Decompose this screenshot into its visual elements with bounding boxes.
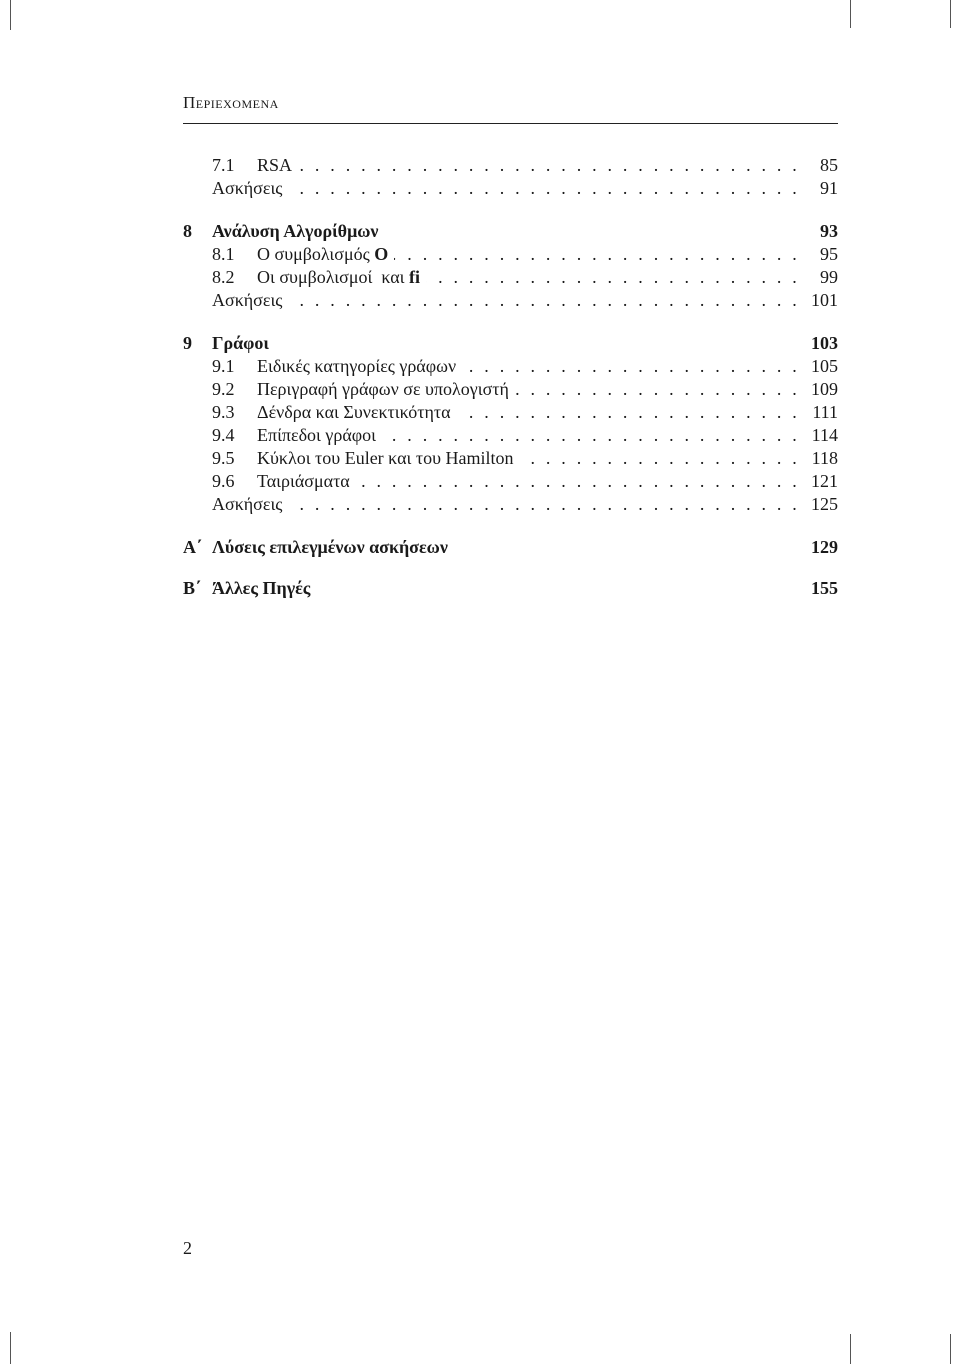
section-title: RSA (257, 155, 293, 175)
page-number: 101 (811, 290, 838, 310)
chapter-number: 8 (183, 221, 192, 241)
section-title-text: Ο συμβολισμός (257, 244, 375, 264)
section-title-symbol: fi (409, 267, 420, 287)
section-title: Ταιριάσματα (257, 471, 350, 491)
toc-entry (183, 289, 838, 312)
crop-mark (950, 1334, 951, 1364)
table-of-contents (183, 154, 838, 600)
toc-entry (183, 243, 838, 266)
toc-entry (183, 447, 838, 470)
section-number: 9.1 (212, 356, 235, 376)
page-number: 85 (820, 155, 838, 175)
dot-leader (288, 493, 800, 516)
page-number: 129 (811, 537, 838, 557)
chapter-number: 9 (183, 333, 192, 353)
section-number: 9.4 (212, 425, 235, 445)
crop-mark (950, 0, 951, 28)
section-title: Ασκήσεις (212, 290, 283, 310)
page-number: 99 (820, 267, 838, 287)
page-number: 109 (811, 379, 838, 399)
toc-chapter (183, 220, 838, 243)
toc-appendix (183, 577, 838, 600)
dot-leader (457, 401, 800, 424)
chapter-title: Γράφοι (212, 333, 269, 353)
crop-mark (10, 1332, 11, 1364)
toc-entry (183, 355, 838, 378)
dot-leader (515, 378, 800, 401)
section-title: Ειδικές κατηγορίες γράφων (257, 356, 457, 376)
dot-leader (356, 470, 800, 493)
section-number: 9.5 (212, 448, 235, 468)
toc-entry (183, 470, 838, 493)
page-number: 105 (811, 356, 838, 376)
page-number: 95 (820, 244, 838, 264)
toc-entry (183, 378, 838, 401)
toc-entry (183, 177, 838, 200)
dot-leader (394, 243, 800, 266)
page-number: 118 (811, 448, 838, 468)
appendix-title: Άλλες Πηγές (212, 578, 311, 598)
section-title: Επίπεδοι γράφοι (257, 425, 376, 445)
section-number: 9.3 (212, 402, 235, 422)
dot-leader (382, 424, 800, 447)
crop-mark (850, 1334, 851, 1364)
toc-entry (183, 424, 838, 447)
crop-mark (10, 0, 11, 30)
page-number: 121 (811, 471, 838, 491)
crop-mark (850, 0, 851, 28)
dot-leader (520, 447, 801, 470)
toc-chapter (183, 332, 838, 355)
section-number: 9.2 (212, 379, 235, 399)
dot-leader (298, 154, 800, 177)
toc-entry (183, 493, 838, 516)
section-title-symbol: O (374, 244, 389, 264)
section-title (257, 266, 420, 289)
page-number: 93 (820, 221, 838, 241)
dot-leader (288, 177, 800, 200)
header-rule (183, 123, 838, 124)
appendix-letter: Α΄ (183, 537, 202, 557)
dot-leader (426, 266, 800, 289)
section-number: 7.1 (212, 155, 235, 175)
page-number: 111 (812, 402, 838, 422)
toc-entry (183, 154, 838, 177)
section-number: 9.6 (212, 471, 235, 491)
appendix-title: Λύσεις επιλεγμένων ασκήσεων (212, 537, 448, 557)
section-number: 8.2 (212, 267, 235, 287)
page-number: 114 (811, 425, 838, 445)
section-title: Ασκήσεις (212, 494, 283, 514)
folio-page-number: 2 (183, 1238, 192, 1258)
dot-leader (288, 289, 800, 312)
section-title: Ασκήσεις (212, 178, 283, 198)
page-number: 91 (820, 178, 838, 198)
appendix-letter: Β΄ (183, 578, 201, 598)
page-number: 155 (811, 578, 838, 598)
toc-entry (183, 401, 838, 424)
toc-appendix (183, 536, 838, 559)
running-head: Περιεχομενα (183, 93, 279, 112)
chapter-title: Ανάλυση Αλγορίθμων (212, 221, 379, 241)
section-title: Δένδρα και Συνεκτικότητα (257, 402, 451, 422)
page-number: 103 (811, 333, 838, 353)
dot-leader (462, 355, 800, 378)
toc-entry (183, 266, 838, 289)
section-number: 8.1 (212, 244, 235, 264)
page-number: 125 (811, 494, 838, 514)
section-title: Περιγραφή γράφων σε υπολογιστή (257, 379, 509, 399)
section-title: Κύκλοι του Euler και του Hamilton (257, 448, 514, 468)
section-title (257, 243, 388, 266)
section-title-text: Οι συμβολισμοί και (257, 267, 409, 287)
